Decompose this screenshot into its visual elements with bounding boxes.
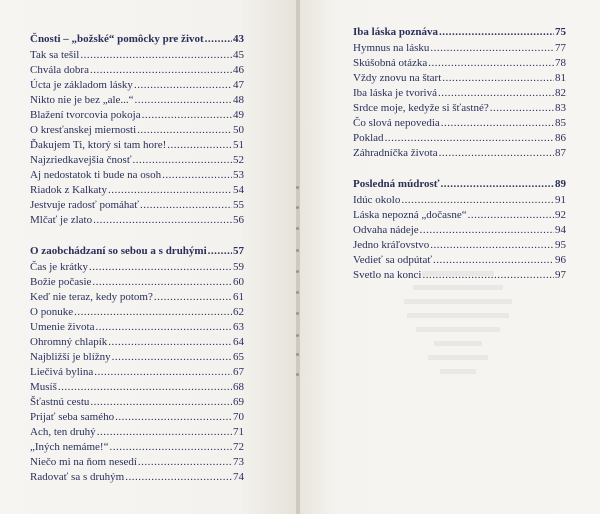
binding-stitch: [296, 291, 299, 294]
toc-entry: [30, 275, 244, 290]
dot-leader: [441, 175, 554, 190]
entry-page-number: 63: [233, 321, 244, 333]
section-title: Posledná múdrosť: [353, 178, 440, 190]
entry-title: Chvála dobra: [30, 64, 89, 76]
entry-title: Blažení tvorcovia pokoja: [30, 109, 141, 121]
entry-title: Aj nedostatok ti bude na osoh: [30, 169, 162, 181]
toc-entry: [30, 198, 244, 213]
entry-page-number: 45: [233, 49, 244, 61]
book-gutter: [296, 0, 300, 514]
dot-leader: [167, 138, 232, 153]
entry-title: Tak sa tešil: [30, 49, 80, 61]
entry-page-number: 48: [233, 94, 244, 106]
dot-leader: [439, 146, 554, 161]
entry-title: Liečivá bylina: [30, 366, 94, 378]
entry-title: Musíš: [30, 381, 57, 393]
entry-title: Iba láska je tvorivá: [353, 87, 437, 99]
entry-title: Čas je krátky: [30, 261, 89, 273]
binding-stitch: [296, 270, 299, 273]
toc-right-column: [353, 23, 566, 297]
toc-entry: [30, 168, 244, 183]
entry-title: Mlčať je zlato: [30, 214, 93, 226]
toc-entry: [30, 425, 244, 440]
toc-entry: [353, 131, 566, 146]
dot-leader: [154, 290, 232, 305]
entry-page-number: 68: [233, 381, 244, 393]
entry-page-number: 55: [233, 199, 244, 211]
entry-title: Idúc okolo: [353, 194, 401, 206]
binding-stitch: [296, 249, 299, 252]
entry-title: Keď nie teraz, kedy potom?: [30, 291, 153, 303]
toc-entry: [30, 410, 244, 425]
dot-leader: [428, 56, 554, 71]
dot-leader: [94, 365, 232, 380]
entry-title: Skúšobná otázka: [353, 57, 428, 69]
toc-entry: [30, 320, 244, 335]
entry-page-number: 56: [233, 214, 244, 226]
toc-entry: [30, 153, 244, 168]
entry-title: Nikto nie je bez „ale...“: [30, 94, 134, 106]
entry-page-number: 94: [555, 224, 566, 236]
toc-entry: [30, 380, 244, 395]
toc-entry: [30, 305, 244, 320]
dot-leader: [162, 168, 232, 183]
dot-leader: [142, 108, 232, 123]
toc-entry: [353, 41, 566, 56]
entry-page-number: 96: [555, 254, 566, 266]
entry-page-number: 70: [233, 411, 244, 423]
entry-title: Najzriedkavejšia čnosť: [30, 154, 132, 166]
dot-leader: [112, 350, 232, 365]
entry-title: Šťastnú cestu: [30, 396, 90, 408]
entry-title: O ponuke: [30, 306, 74, 318]
dot-leader: [205, 30, 232, 45]
toc-entry: [30, 260, 244, 275]
toc-entry: [30, 440, 244, 455]
dot-leader: [137, 123, 232, 138]
entry-title: Jestvuje radosť pomáhať: [30, 199, 139, 211]
section-heading: [353, 175, 566, 193]
toc-section: [30, 242, 244, 485]
toc-entry: [353, 71, 566, 86]
entry-page-number: 95: [555, 239, 566, 251]
entry-title: O kresťanskej miernosti: [30, 124, 137, 136]
section-page-number: 75: [555, 26, 566, 38]
dot-leader: [385, 131, 554, 146]
toc-entry: [30, 138, 244, 153]
entry-page-number: 73: [233, 456, 244, 468]
entry-title: Ohromný chlapík: [30, 336, 108, 348]
entry-page-number: 83: [555, 102, 566, 114]
toc-entry: [30, 63, 244, 78]
dot-leader: [401, 193, 554, 208]
entry-page-number: 60: [233, 276, 244, 288]
entry-title: Odvaha nádeje: [353, 224, 419, 236]
section-title: O zaobchádzaní so sebou a s druhými: [30, 245, 207, 257]
toc-entry: [353, 101, 566, 116]
dot-leader: [433, 253, 554, 268]
entry-title: Prijať seba samého: [30, 411, 115, 423]
toc-left-column: [30, 30, 244, 499]
dot-leader: [133, 153, 232, 168]
section-page-number: 89: [555, 178, 566, 190]
toc-entry: [353, 146, 566, 161]
dot-leader: [134, 78, 232, 93]
toc-entry: [353, 86, 566, 101]
dot-leader: [92, 275, 232, 290]
toc-entry: [353, 223, 566, 238]
dot-leader: [108, 183, 232, 198]
binding-stitch: [296, 227, 299, 230]
toc-entry: [353, 253, 566, 268]
toc-entry: [30, 470, 244, 485]
entry-title: Poklad: [353, 132, 384, 144]
entry-page-number: 47: [233, 79, 244, 91]
entry-page-number: 78: [555, 57, 566, 69]
toc-entry: [30, 183, 244, 198]
entry-page-number: 51: [233, 139, 244, 151]
dot-leader: [93, 213, 232, 228]
dot-leader: [90, 63, 232, 78]
entry-page-number: 54: [233, 184, 244, 196]
entry-page-number: 86: [555, 132, 566, 144]
entry-page-number: 82: [555, 87, 566, 99]
entry-title: Riadok z Kalkaty: [30, 184, 107, 196]
dot-leader: [74, 305, 232, 320]
entry-page-number: 91: [555, 194, 566, 206]
section-title: Čnosti – „božské“ pomôcky pre život: [30, 33, 204, 45]
toc-entry: [30, 78, 244, 93]
toc-entry: [30, 213, 244, 228]
entry-page-number: 77: [555, 42, 566, 54]
dot-leader: [442, 71, 554, 86]
dot-leader: [80, 48, 232, 63]
entry-page-number: 72: [233, 441, 244, 453]
dot-leader: [468, 208, 554, 223]
toc-entry: [30, 350, 244, 365]
entry-page-number: 59: [233, 261, 244, 273]
binding-stitch: [296, 373, 299, 376]
dot-leader: [135, 93, 232, 108]
toc-entry: [353, 56, 566, 71]
dot-leader: [438, 86, 554, 101]
toc-entry: [353, 208, 566, 223]
dot-leader: [439, 23, 554, 38]
binding-stitch: [296, 186, 299, 189]
entry-title: Ďakujem Ti, ktorý si tam hore!: [30, 139, 167, 151]
entry-page-number: 71: [233, 426, 244, 438]
dot-leader: [208, 242, 232, 257]
binding-stitch: [296, 206, 299, 209]
toc-entry: [30, 335, 244, 350]
dot-leader: [138, 455, 232, 470]
toc-entry: [30, 48, 244, 63]
dot-leader: [108, 335, 232, 350]
toc-entry: [353, 238, 566, 253]
dot-leader: [97, 425, 232, 440]
entry-title: Záhradníčka života: [353, 147, 438, 159]
toc-entry: [353, 193, 566, 208]
section-page-number: 43: [233, 33, 244, 45]
entry-title: Umenie života: [30, 321, 95, 333]
entry-title: Láska nepozná „dočasne“: [353, 209, 467, 221]
dot-leader: [430, 238, 554, 253]
entry-page-number: 52: [233, 154, 244, 166]
entry-page-number: 62: [233, 306, 244, 318]
entry-title: Vždy znovu na štart: [353, 72, 442, 84]
dot-leader: [430, 41, 554, 56]
toc-entry: [353, 116, 566, 131]
dot-leader: [109, 440, 232, 455]
entry-page-number: 97: [555, 269, 566, 281]
toc-entry: [30, 123, 244, 138]
binding-stitch: [296, 334, 299, 337]
dot-leader: [125, 470, 232, 485]
entry-page-number: 74: [233, 471, 244, 483]
dot-leader: [95, 320, 232, 335]
toc-entry: [353, 268, 566, 283]
entry-title: Hymnus na lásku: [353, 42, 430, 54]
binding-stitch: [296, 312, 299, 315]
entry-title: Ach, ten druhý: [30, 426, 96, 438]
dot-leader: [90, 395, 232, 410]
toc-entry: [30, 365, 244, 380]
toc-section: [353, 23, 566, 161]
entry-page-number: 69: [233, 396, 244, 408]
entry-page-number: 81: [555, 72, 566, 84]
entry-title: Srdce moje, kedyže si šťastné?: [353, 102, 489, 114]
dot-leader: [140, 198, 232, 213]
entry-page-number: 50: [233, 124, 244, 136]
dot-leader: [490, 101, 554, 116]
entry-title: Vedieť sa odpútať: [353, 254, 433, 266]
entry-title: Úcta je základom lásky: [30, 79, 133, 91]
entry-title: Radovať sa s druhým: [30, 471, 125, 483]
entry-page-number: 61: [233, 291, 244, 303]
toc-entry: [30, 395, 244, 410]
section-heading: [353, 23, 566, 41]
dot-leader: [441, 116, 554, 131]
entry-title: Čo slová nepovedia: [353, 117, 440, 129]
entry-page-number: 65: [233, 351, 244, 363]
entry-page-number: 46: [233, 64, 244, 76]
entry-title: Svetlo na konci: [353, 269, 422, 281]
toc-section: [30, 30, 244, 228]
dot-leader: [89, 260, 232, 275]
dot-leader: [420, 223, 554, 238]
entry-page-number: 92: [555, 209, 566, 221]
binding-stitch: [296, 353, 299, 356]
dot-leader: [422, 268, 554, 283]
entry-title: „Iných nemáme!“: [30, 441, 109, 453]
toc-entry: [30, 93, 244, 108]
toc-entry: [30, 455, 244, 470]
section-title: Iba láska poznáva: [353, 26, 438, 38]
entry-title: Niečo mi na ňom nesedí: [30, 456, 137, 468]
entry-title: Božie počasie: [30, 276, 92, 288]
entry-title: Najbližší je blížny: [30, 351, 111, 363]
toc-section: [353, 175, 566, 283]
dot-leader: [115, 410, 232, 425]
toc-entry: [30, 108, 244, 123]
entry-page-number: 64: [233, 336, 244, 348]
section-heading: [30, 242, 244, 260]
entry-title: Jedno kráľovstvo: [353, 239, 430, 251]
section-page-number: 57: [233, 245, 244, 257]
entry-page-number: 67: [233, 366, 244, 378]
entry-page-number: 85: [555, 117, 566, 129]
entry-page-number: 53: [233, 169, 244, 181]
entry-page-number: 87: [555, 147, 566, 159]
section-heading: [30, 30, 244, 48]
toc-entry: [30, 290, 244, 305]
entry-page-number: 49: [233, 109, 244, 121]
dot-leader: [58, 380, 232, 395]
